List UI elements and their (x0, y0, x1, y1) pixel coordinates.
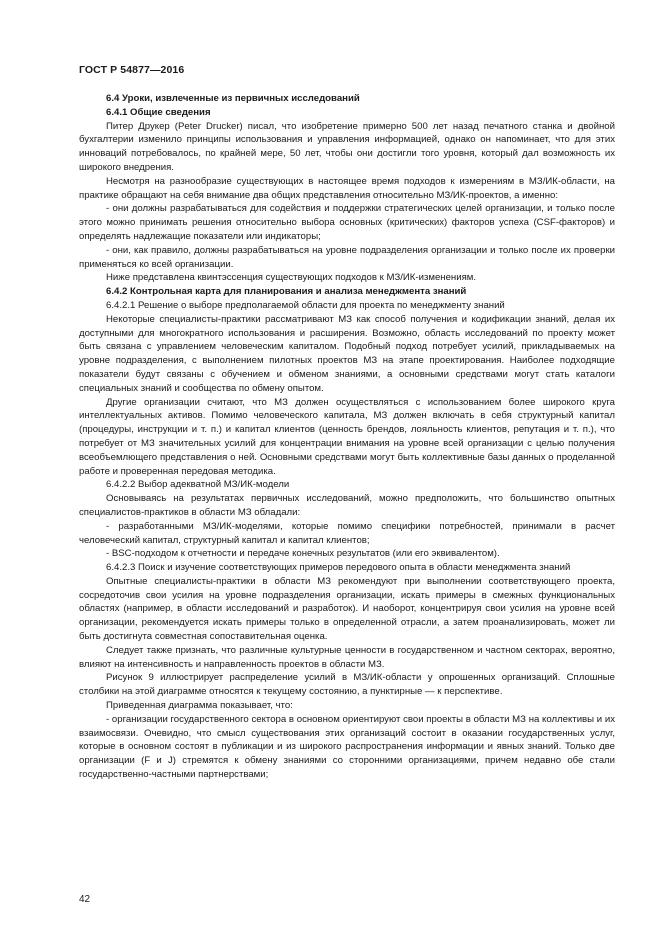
paragraph: Приведенная диаграмма показывает, что: (106, 700, 293, 712)
list-item: - BSC-подходом к отчетности и передаче конечных результатов (или его эквивалентом). (106, 548, 500, 560)
standard-header: ГОСТ Р 54877—2016 (79, 64, 185, 76)
paragraph: Несмотря на разнообразие существующих в настоящее время подходов к измерениям в МЗ/ИК-области, на практике обращают на себя внимание два общих представления относительно МЗ/ИК-проектов, а именно: (79, 175, 615, 201)
paragraph: Другие организации считают, что МЗ должен осуществляться с использованием более широкого круга интеллектуальных активов. Помимо человеческого капитала, МЗ должен включать в себя структурный капитал (процедуры, инструкции и т. п.) и капитал клиентов (ценность брендов, лояльность клиентов, репутация и т. п.), что потребует от МЗ значительных усилий для концентрации внимания на уровне всей организации с целью получения всеобъемлющего представления о ней. Основными средствами могут быть коллективные базы данных о проделанной работе и проверенная передовая методика. (79, 396, 615, 477)
paragraph: Рисунок 9 иллюстрирует распределение усилий в МЗ/ИК-области у опрошенных организаций. Сплошные столбики на этой диаграмме относятся к текущему состоянию, а пунктирные — к перспективе. (79, 672, 615, 698)
clause-heading-6-4-2-3: 6.4.2.3 Поиск и изучение соответствующих примеров передового опыта в области менеджмента знаний (106, 562, 571, 574)
list-item: - они, как правило, должны разрабатываться на уровне подразделения организации и только после их проверки применяться ко всей организации. (79, 244, 615, 270)
list-item: - они должны разрабатываться для содействия и поддержки стратегических целей организации, и только после этого можно принимать решения относительно выбора основных (критических) факторов успеха (CSF-факторов) и определять надлежащие показатели или индикаторы; (79, 203, 615, 242)
paragraph: Основываясь на результатах первичных исследований, можно предположить, что большинство опытных специалистов-практиков в области МЗ обладали: (79, 493, 615, 518)
clause-heading-6-4-2-2: 6.4.2.2 Выбор адекватной МЗ/ИК-модели (106, 479, 290, 491)
subsection-heading-6-4-1: 6.4.1 Общие сведения (106, 106, 211, 118)
document-body (79, 92, 615, 782)
paragraph: Некоторые специалисты-практики рассматривают МЗ как способ получения и кодификации знаний, делая их доступными для многократного использования и расширения. Возможно, область исследований по проекту может быть связана с управлением человеческим капиталом. Подобный подход потребует усилий, прикладываемых на уровне подразделения, с выполнением пилотных проектов МЗ на этапе проектирования. Наиболее подходящие показатели будут связаны с обучением и обменом знаниями, а основными средствами могут стать каталоги специальных знаний и сообщества по обмену опытом. (79, 313, 615, 394)
paragraph: Опытные специалисты-практики в области МЗ рекомендуют при выполнении соответствующего проекта, сосредоточив свои усилия на уровне подразделения организации, искать примеры в смежных функциональных областях (например, в области исследований и разработок). И наоборот, концентрируя свои усилия на уровне всей организации, рекомендуется искать примеры только в определенной отрасли, а затем проанализировать, может ли быть достигнута совместная сопоставительная оценка. (79, 575, 615, 643)
paragraph: Питер Друкер (Peter Drucker) писал, что изобретение примерно 500 лет назад печатного станка и двойной бухгалтерии изменило принципы использования и управления информацией, однако он напоминает, что для этих инноваций потребовалось, по крайней мере, 50 лет, чтобы они достигли того уровня, который дал возможность их широкого внедрения. (79, 120, 615, 173)
page-number: 42 (79, 894, 91, 905)
list-item: - разработанными МЗ/ИК-моделями, которые помимо специфики потребностей, принимали в расчет человеческий капитал, структурный капитал и капитал клиентов; (79, 520, 615, 546)
paragraph: Ниже представлена квинтэссенция существующих подходов к МЗ/ИК-изменениям. (106, 272, 477, 284)
clause-heading-6-4-2-1: 6.4.2.1 Решение о выборе предполагаемой области для проекта по менеджменту знаний (106, 299, 505, 311)
subsection-heading-6-4-2: 6.4.2 Контрольная карта для планирования и анализа менеджмента знаний (106, 286, 467, 298)
section-heading: 6.4 Уроки, извлеченные из первичных исследований (106, 93, 360, 104)
list-item: - организации государственного сектора в основном ориентируют свои проекты в области МЗ на коллективы и их взаимосвязи. Очевидно, что смысл существования этих организаций состоит в оказании государственных услуг, которые в основном состоят в публикации и из широкого распространения информации и явных знаний. Только две организации (F и J) стремятся к обмену знаниями со сторонними организациями, причем недавно обе стали государственно-частными партнерствами; (79, 713, 615, 781)
paragraph: Следует также признать, что различные культурные ценности в государственном и частном секторах, вероятно, влияют на интенсивность и направленность проектов в области МЗ. (79, 644, 615, 670)
